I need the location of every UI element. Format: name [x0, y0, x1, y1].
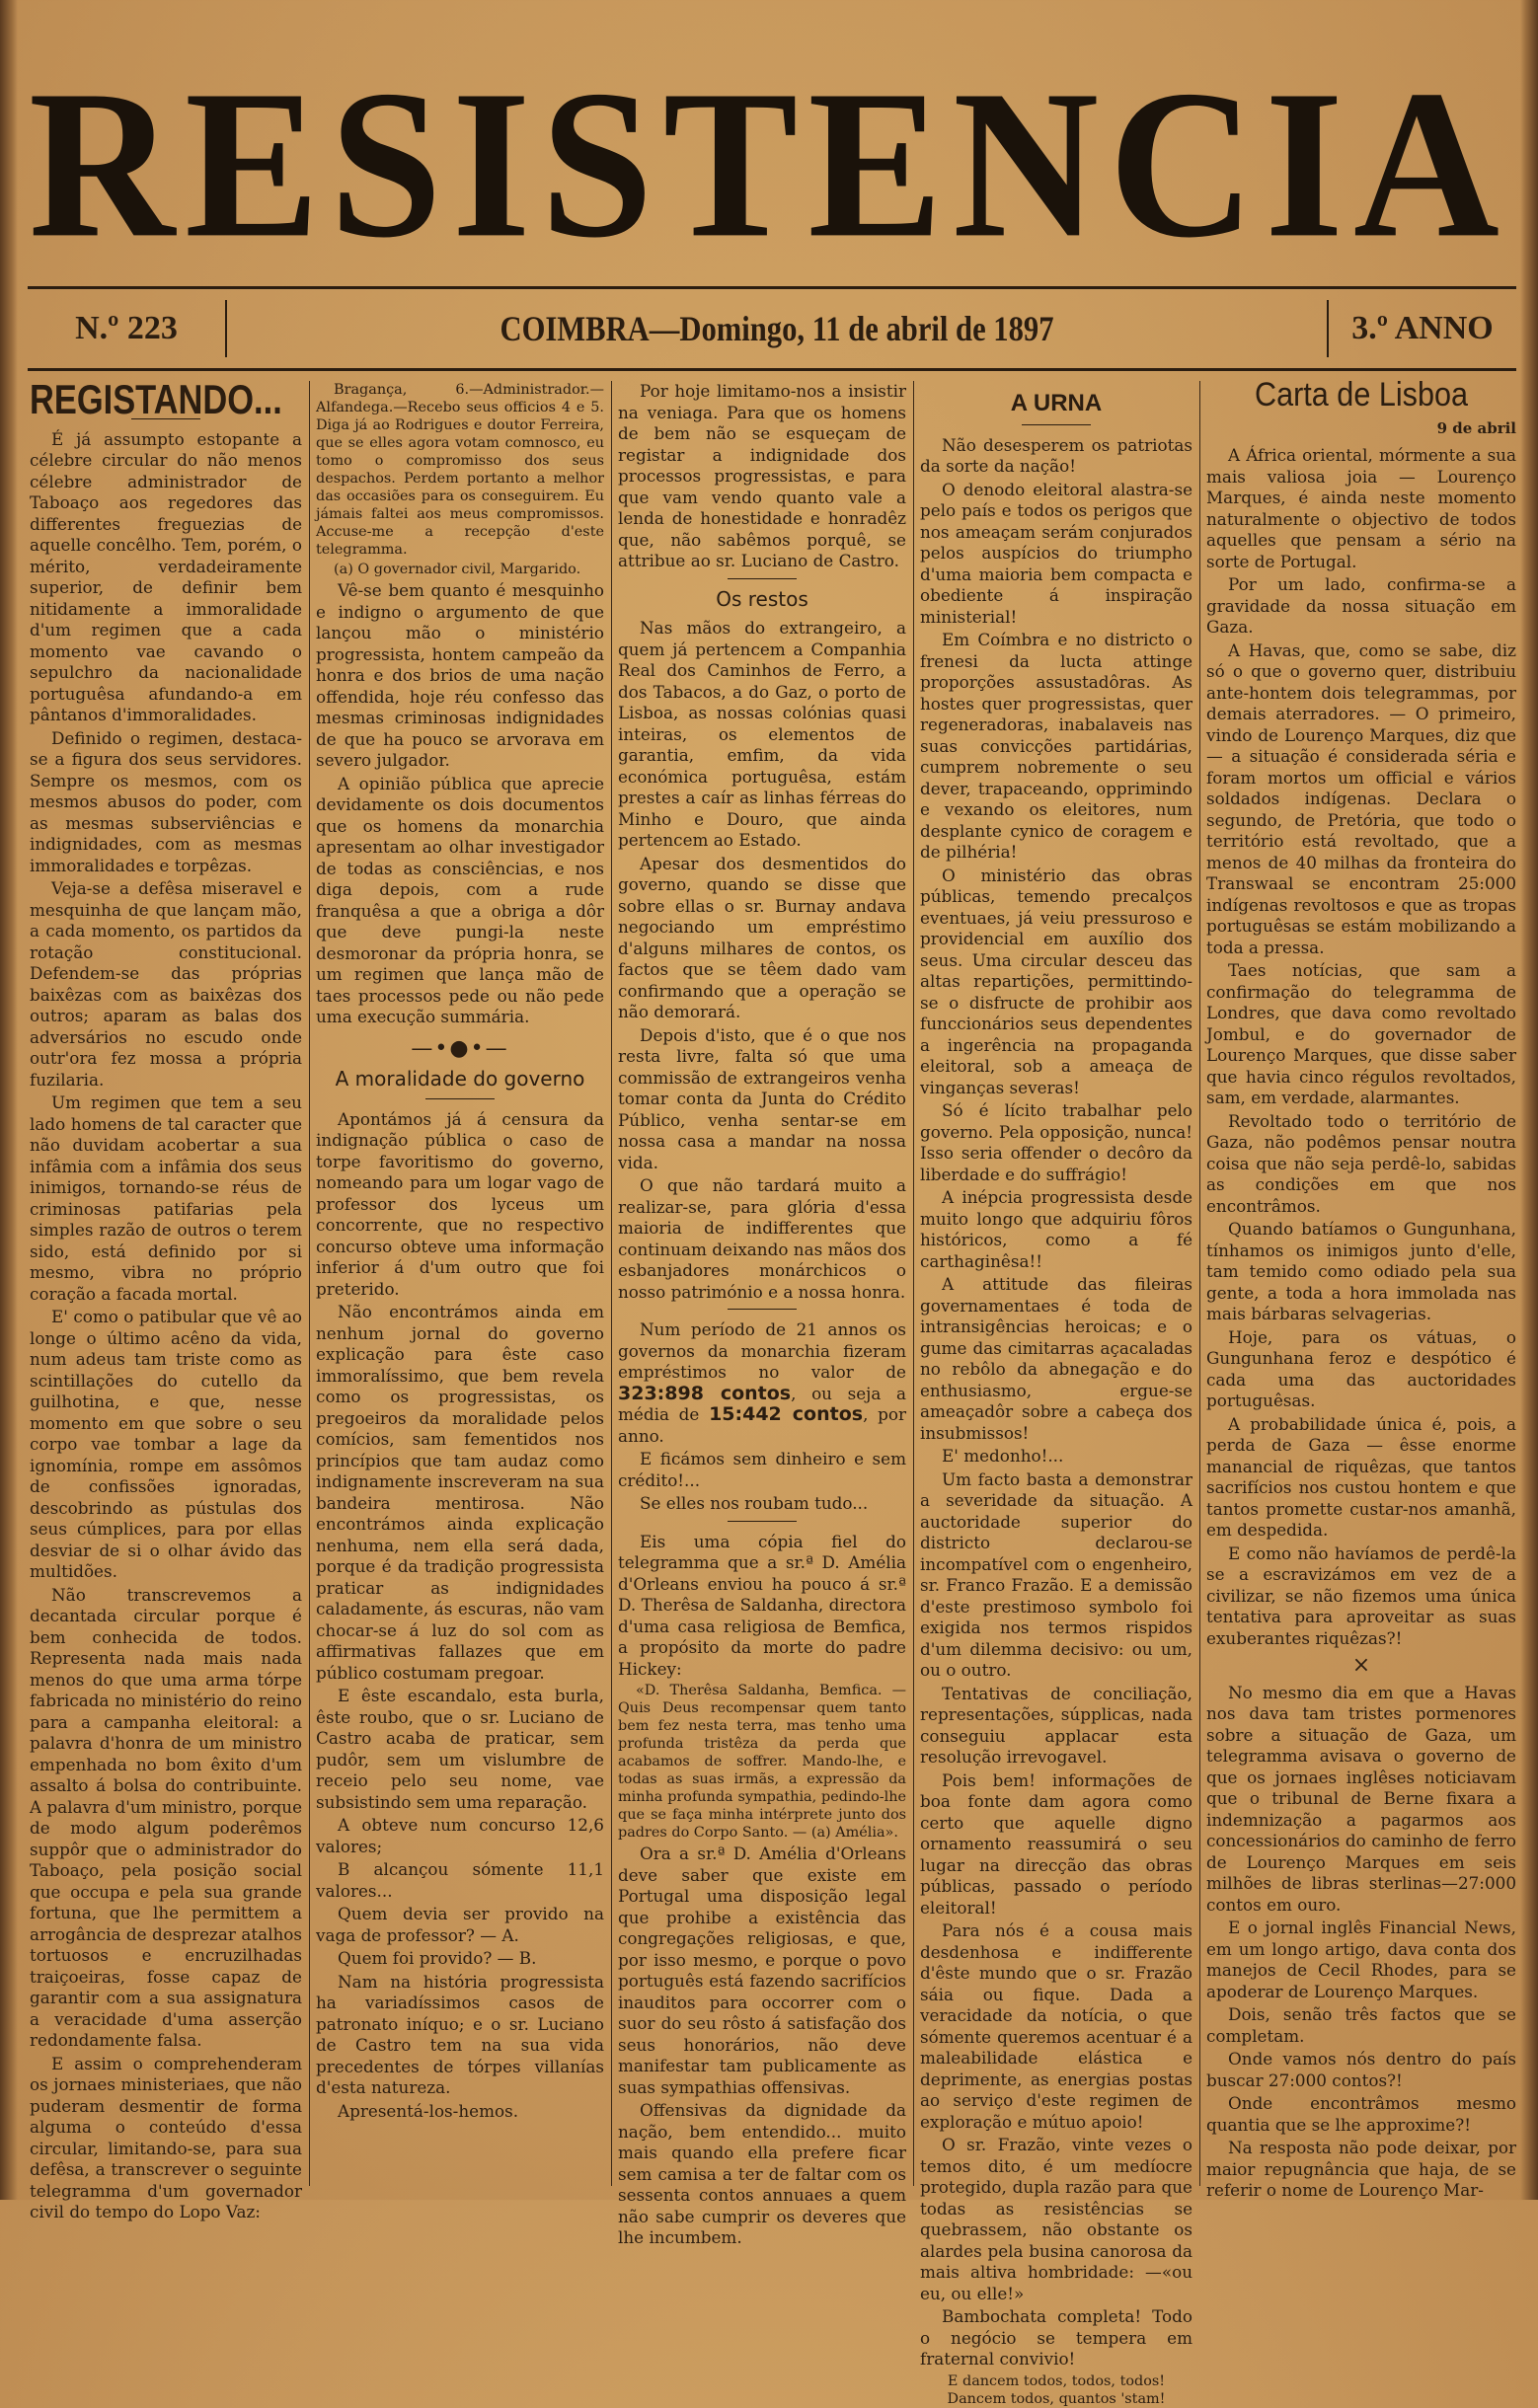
paragraph: Apontámos já á censura da indignação pública o caso de torpe favoritismo do governo, nomeando para um logar vago de professor dos lyceus um concorrente, que no respectivo concurso obteve uma informação inferior á d'um outro que foi preterido.	[316, 1108, 604, 1299]
column-rule	[1199, 381, 1200, 2186]
paragraph: Por um lado, confirma-se a gravidade da nossa situação em Gaza.	[1206, 574, 1516, 637]
paragraph: Onde encontrâmos mesmo quantia que se lhe approxime?!	[1206, 2093, 1516, 2135]
paragraph: A opinião pública que aprecie devidamente os dois documentos que os homens da monarchia apresentam ao olhar investigador de todas as consciências, e nos diga depois, com a rude franquêsa a que a obriga a dôr que deve pungi-la neste desmoronar da própria honra, se um regimen que lança mão de taes processos pede ou não pede uma execução summária.	[316, 773, 604, 1026]
paragraph: Não desesperem os patriotas da sorte da nação!	[920, 434, 1192, 476]
paragraph: Onde vamos nós dentro do país buscar 27:000 contos?!	[1206, 2049, 1516, 2090]
telegram-text: Bragança, 6.—Administrador.—Alfandega.—Recebo seus officios 4 e 5. Diga já ao Rodrigues e doutor Ferreira, que se elles agora votam comnosco, eu tomo o compromisso dos seus despachos. Perdem portanto a melhor das occasiões para os conseguirem. Eu jámais faltei aos meus compromissos. Accuse-me a recepção d'este telegramma.	[316, 382, 604, 558]
column-2	[316, 381, 604, 2186]
carta-date: 9 de abril	[1436, 418, 1516, 437]
paragraph: Quem foi provido? — B.	[338, 1948, 537, 1968]
restos-title: Os restos	[716, 586, 808, 611]
columns	[30, 376, 1516, 2407]
paragraph: O denodo eleitoral alastra-se pelo país e todos os perigos que nos ameaçam serám conjurados pelos auspícios do triumpho d'uma maioria bem compacta e obediente á inspiração ministerial!	[920, 479, 1192, 627]
column-4	[920, 381, 1192, 2407]
paragraph: A inépcia progressista desde muito longo que adquiriu fôros históricos, como a fé carthaginêsa!!	[920, 1187, 1192, 1271]
paragraph: Em Coímbra e no districto o frenesi da lucta attinge proporções assustadôras. As hostes quer progressistas, quer regeneradoras, inabalaveis nas suas convicções partidárias, cumprem nobremente o seu dever, trapaceando, opprimindo e vexando os eleitores, num desplante cynico de coragem e de pilhéria!	[920, 630, 1192, 862]
loans-text: , ou seja a média de	[618, 1383, 906, 1424]
paragraph: E o jornal inglês Financial News, em um longo artigo, dava conta dos manejos de Cecil Rhodes, para se apoderar de Lourenço Marques.	[1206, 1918, 1516, 2001]
paragraph: E' medonho!...	[942, 1446, 1064, 1466]
paragraph: Hoje, para os vátuas, o Gungunhana feroz e despótico é cada uma das auctoridades portuguêsas.	[1206, 1326, 1516, 1410]
column-3	[618, 381, 906, 2247]
paragraph: A Havas, que, como se sabe, diz só o que o governo quer, distribuiu ante-hontem dois telegrammas, por demais aterradores. — O primeiro, vindo de Lourenço Marques, diz que — a situação é considerada séria e foram mortos um official e vários soldados indígenas. Declara o segundo, de Pretória, que todo o território está revoltado, que a menos de 40 milhas da fronteira do Transwaal se encontram 25:000 indígenas revoltosos e que as tropas portuguêsas se estám mobilizando a toda a pressa.	[1206, 640, 1516, 957]
paragraph: A probabilidade única é, pois, a perda de Gaza — êsse enorme manancial de riquêzas, que tantos sacrifícios nos custou hontem e que tantos promette custar-nos amanhã, em despedida.	[1206, 1413, 1516, 1540]
column-rule	[611, 381, 612, 2186]
column-rule	[309, 381, 310, 2186]
paragraph	[618, 1319, 906, 1447]
paragraph: Vê-se bem quanto é mesquinho e indigno o argumento de que lançou mão o ministério progressista, hontem campeão da honra e dos brios de uma nação offendida, hoje réu confesso das mesmas criminosas indignidades de que ha pouco se arvorava em severo julgador.	[316, 580, 604, 770]
telegram-block	[316, 381, 604, 578]
paragraph: Taes notícias, que sam a confirmação do telegramma de Londres, que dava como revoltado Jombul, e do governador de Lourenço Marques, que disse saber que havia cinco régulos revoltados, sam, em verdade, alarmantes.	[1206, 960, 1516, 1107]
paragraph: Não transcrevemos a decantada circular porque é bem conhecida de todos. Representa nada mais nada menos do que uma arma tórpe fabricada no ministério do reino para a campanha eleitoral: a palavra d'honra de um ministro empenhada no bom êxito d'um assalto á bolsa do contribuinte. A palavra d'um ministro, porque de modo algum poderêmos suppôr que o administrador do Taboaço, pela posição social que occupa e pela sua grande fortuna, que lhe permittem a arrogância de desprezar atalhos tortuosos e encruzilhadas traiçoeiras, fosse capaz de garantir com a sua assignatura a veracidade d'uma asserção redondamente falsa.	[30, 1584, 302, 2050]
page-edge-right	[1520, 0, 1538, 2200]
divider	[1022, 424, 1091, 425]
paragraph: Para nós é a cousa mais desdenhosa e indifferente d'êste mundo que o sr. Frazão sáia ou fique. Dada a veracidade da notícia, o que sómente queremos acentuar é a maleabilidade elástica e deprimente, as energias postas ao serviço d'este regimen de exploração e mútuo apoio!	[920, 1920, 1192, 2132]
paragraph: Ora a sr.ª D. Amélia d'Orleans deve saber que existe em Portugal uma disposição legal que prohibe a existência das congregações religiosas, e que, por isso mesmo, e porque o povo português está fazendo sacrifícios inauditos para occorrer com o suor do seu rôsto á satisfação dos seus honorários, não deve manifestar tam publicamente as suas sympathias offensivas.	[618, 1844, 906, 2097]
column-rule	[913, 381, 914, 2186]
paragraph: É já assumpto estopante a célebre circular do não menos célebre administrador de Taboaço aos regedores das differentes freguezias de aquelle concêlho. Tem, porém, o mérito, verdadeiramente superior, de definir bem nitidamente a immoralidade d'um regimen que a cada momento vae cavando o sepulchro da nacionalidade portuguêsa afundando-a em pântanos d'immoralidades.	[30, 428, 302, 724]
paragraph: Revoltado todo o território de Gaza, não podêmos pensar noutra coisa que não seja perdê-lo, sabidas as condições em que nos encontrâmos.	[1206, 1110, 1516, 1216]
paragraph: E dancem todos, todos, todos! Dancem todos, quantos 'stam!	[947, 2372, 1166, 2407]
paragraph: Tentativas de conciliação, representações, súpplicas, nada conseguiu applacar esta resolução irrevogavel.	[920, 1683, 1192, 1767]
paragraph: No mesmo dia em que a Havas nos dava tam tristes pormenores sobre a situação de Gaza, um telegramma avisava o governo de que os jornaes inglêses noticiavam que o tribunal de Berne fixara a indemnização a pagarmos aos concessionários do caminho de ferro de Lourenço Marques em seis milhões de libras sterlinas—27:000 contos em ouro.	[1206, 1682, 1516, 1915]
paragraph: E assim o comprehenderam os jornaes ministeriaes, que não puderam desmentir de forma alguma o conteúdo d'essa circular, limitando-se, para sua defêsa, a transcrever o seguinte telegramma d'um governador civil do tempo do Lopo Vaz:	[30, 2053, 302, 2221]
paragraph: O que não tardará muito a realizar-se, para glória d'essa maioria de indifferentes que continuam deixando nas mãos dos esbanjadores monárchicos o nosso património e a nossa honra.	[618, 1175, 906, 1302]
paragraph: Quando batíamos o Gungunhana, tínhamos os inimigos junto d'elle, tam temido como odiado pela sua gente, a toda a hora immolada nas mais bárbaras selvagerias.	[1206, 1219, 1516, 1323]
paragraph: Offensivas da dignidade da nação, bem entendido... muito mais quando ella prefere ficar sem camisa a ter de faltar com os sessenta contos annuaes a quem não sabe cumprir os deveres que lhe incumbem.	[618, 2100, 906, 2247]
paragraph: Definido o regimen, destaca-se a figura dos seus servidores. Sempre os mesmos, com os mesmos abusos do poder, com as mesmas subserviências e indignidades, com as mesmas immoralidades e torpêzas.	[30, 727, 302, 875]
divider	[425, 1098, 495, 1099]
paragraph: Por hoje limitamo-nos a insistir na veniaga. Para que os homens de bem não se esqueçam de registar a indignidade dos processos progressistas, e para que vam vendo quanto vale a lenda de honestidade e honradêz que, não sabêmos porquê, se attribue ao sr. Luciano de Castro.	[618, 381, 906, 570]
column-1	[30, 376, 302, 2221]
telegram-text: «D. Therêsa Saldanha, Bemfica. — Quis Deus recompensar quem tanto bem fez nesta terra, mas tenho uma profunda tristêza da perda que acabamos de soffrer. Mando-lhe, e todas as suas irmãs, a expressão da minha profunda sympathia, pedindo-lhe que se faça minha intérprete junto dos padres do Corpo Santo. — (a) Amélia».	[618, 1683, 906, 1841]
paragraph: O ministério das obras públicas, temendo precalços eventuaes, já veiu pressuroso e providencial em auxílio dos seus. Uma circular desceu das altas repartições, permittindo-se o disfructe de prohibir aos funccionários seus dependentes a ingerência na propaganda eleitoral, sob a ameaça de vinganças severas!	[920, 865, 1192, 1097]
paragraph: Um regimen que tem a seu lado homens de tal caracter que não duvidam acobertar a sua infâmia com a infâmia dos seus inimigos, tornando-se réus de criminosas patifarias pela simples razão de outros o terem sido, está definido por si mesmo, vibra no próprio coração a facada mortal.	[30, 1092, 302, 1304]
column-5	[1206, 376, 1516, 2200]
paragraph: Nas mãos do extrangeiro, a quem já pertencem a Companhia Real dos Caminhos de Ferro, a dos Tabacos, a do Gaz, o porto de Lisboa, as nossas colónias quasi inteiras, os elementos de garantia, emfim, da vida económica portuguêsa, estám prestes a caír as linhas férreas do Minho e Douro, que ainda pertencem ao Estado.	[618, 618, 906, 850]
issue-year: 3.º ANNO	[1327, 300, 1516, 357]
divider	[728, 1309, 797, 1310]
loans-total: 323:898 contos	[618, 1382, 792, 1404]
registando-title: REGISTANDO...	[30, 376, 282, 422]
paragraph: A obteve num concurso 12,6 valores;	[316, 1815, 604, 1856]
paragraph: B alcançou sómente 11,1 valores...	[316, 1859, 604, 1901]
dateline	[28, 286, 1516, 371]
paragraph: Veja-se a defêsa miseravel e mesquinha de que lançam mão, a cada momento, os partidos da rotação constitucional. Defendem-se das próprias baixêzas com as baixêzas dos outros; aparam as balas dos adversários no escudo onde outr'ora fez mossa a própria fuzilaria.	[30, 878, 302, 1090]
paragraph: Bambochata completa! Todo o negócio se tempera em fraternal convivio!	[920, 2306, 1192, 2369]
paragraph: E ficámos sem dinheiro e sem crédito!...	[618, 1449, 906, 1490]
telegram-signature: (a) O governador civil, Margarido.	[334, 562, 581, 577]
loans-average: 15:442 contos	[709, 1403, 864, 1425]
divider	[728, 1521, 797, 1522]
telegram-block	[618, 1682, 906, 1842]
paragraph: E' como o patibular que vê ao longe o último acêno da vida, num adeus tam triste como as scintillações do cutello da guilhotina, e que, nesse momento em que sobre o seu corpo vae tombar a lage da ignomínia, rompe em assômos de confissões ignoradas, descobrindo as pústulas dos seus cúmplices, para por ellas desviar de si o olhar ávido das multidões.	[30, 1307, 302, 1581]
paragraph: Só é lícito trabalhar pelo governo. Pela opposição, nunca! Isso seria offender o decôro da liberdade e do suffrágio!	[920, 1100, 1192, 1184]
paragraph: Pois bem! informações de boa fonte dam agora como certo que aquelle digno ornamento reassumirá o seu lugar na direcção das obras públicas, passado o período eleitoral!	[920, 1769, 1192, 1918]
paragraph: Depois d'isto, que é o que nos resta livre, falta só que uma commissão de extrangeiros venha tomar conta da Junta do Crédito Público, venha sentar-se em nossa casa a mandar na nossa vida.	[618, 1024, 906, 1172]
page-edge-left	[0, 0, 18, 2200]
paragraph: E como não havíamos de perdê-la se a escravizámos em vez de a civilizar, se não fizemos uma única tentativa para aproveitar as suas exuberantes riquêzas?!	[1206, 1543, 1516, 1648]
paragraph: Um facto basta a demonstrar a severidade da situação. A auctoridade superior do districto declarou-se incompatível com o engenheiro, sr. Franco Frazão. E a demissão d'este prestimoso symbolo foi exigida nos termos rispidos d'um dilemma decisivo: ou um, ou o outro.	[920, 1468, 1192, 1680]
paragraph: Nam na história progressista ha variadíssimos casos de patronato iníquo; e o sr. Luciano de Castro tem na sua vida precedentes de tórpes villanías d'esta natureza.	[316, 1971, 604, 2097]
paragraph: A África oriental, mórmente a sua mais valiosa joia — Lourenço Marques, é ainda neste momento naturalmente o objectivo de todos aquelles que pensam a sério na sorte de Portugal.	[1206, 445, 1516, 571]
masthead-title: RESISTENCIA	[29, 46, 1509, 282]
loans-text: , por anno.	[618, 1404, 906, 1446]
ornament-divider: —•●•—	[411, 1035, 509, 1061]
issue-date: COIMBRA—Domingo, 11 de abril de 1897	[500, 309, 1054, 348]
urna-title: A URNA	[1010, 390, 1103, 416]
paragraph: A attitude das fileiras governamentaes é toda de intransigências heroicas; e o gume das cimitarras açacaladas no rebôlo da abnegação e do enthusiasmo, ergue-se ameaçadôr sobre a cabeça dos insubmissos!	[920, 1274, 1192, 1443]
paragraph: Quem devia ser provido na vaga de professor? — A.	[316, 1904, 604, 1945]
section-break: ×	[1351, 1653, 1371, 1678]
paragraph: Eis uma cópia fiel do telegramma que a sr.ª D. Amélia d'Orleans enviou ha pouco á sr.ª D. Therêsa de Saldanha, directora d'uma casa religiosa de Bemfica, a propósito da morte do padre Hickey:	[618, 1531, 906, 1679]
paragraph: Dois, senão três factos que se completam.	[1206, 2004, 1516, 2046]
paragraph: E êste escandalo, esta burla, êste roubo, que o sr. Luciano de Castro acaba de praticar, sem pudôr, sem um vislumbre de receio pelo seu nome, vae subsistindo sem uma reparação.	[316, 1686, 604, 1812]
paragraph: O sr. Frazão, vinte vezes o temos dito, é um medíocre protegido, dupla razão para que todas as resistências se quebrassem, não obstante os alardes pela busina canorosa da mais altiva hombridade: —«ou eu, ou elle!»	[920, 2135, 1192, 2303]
loans-text: Num período de 21 annos os governos da monarchia fizeram empréstimos no valor de	[618, 1319, 906, 1382]
carta-title: Carta de Lisboa	[1254, 376, 1469, 414]
moralidade-title: A moralidade do governo	[335, 1067, 585, 1091]
divider	[728, 578, 797, 579]
paragraph: Não encontrámos ainda em nenhum jornal do governo explicação para êste caso immoralíssimo, que bem revela como os progressistas, os pregoeiros da moralidade pelos comícios, sam fementidos nos princípios que tam audaz como indignamente inscreveram na sua bandeira mentirosa. Não encontrámos ainda explicação nenhuma, nem ella será dada, porque é da tradição progressista praticar as indignidades caladamente, ás escuras, não vam chocar-se á luz do sol com as affirmativas fallazes que em público costumam pregoar.	[316, 1302, 604, 1683]
issue-number: N.º 223	[28, 300, 227, 357]
paragraph: Apesar dos desmentidos do governo, quando se disse que sobre ellas o sr. Burnay andava negociando um empréstimo d'alguns milhares de contos, os factos que se têem dado vam confirmando que a operação se não demorará.	[618, 853, 906, 1021]
paragraph: Se elles nos roubam tudo...	[640, 1493, 869, 1513]
paragraph: Na resposta não pode deixar, por maior repugnância que haja, de se referir o nome de Lourenço Mar-	[1206, 2138, 1516, 2200]
paragraph: Apresentá-los-hemos.	[338, 2100, 519, 2121]
